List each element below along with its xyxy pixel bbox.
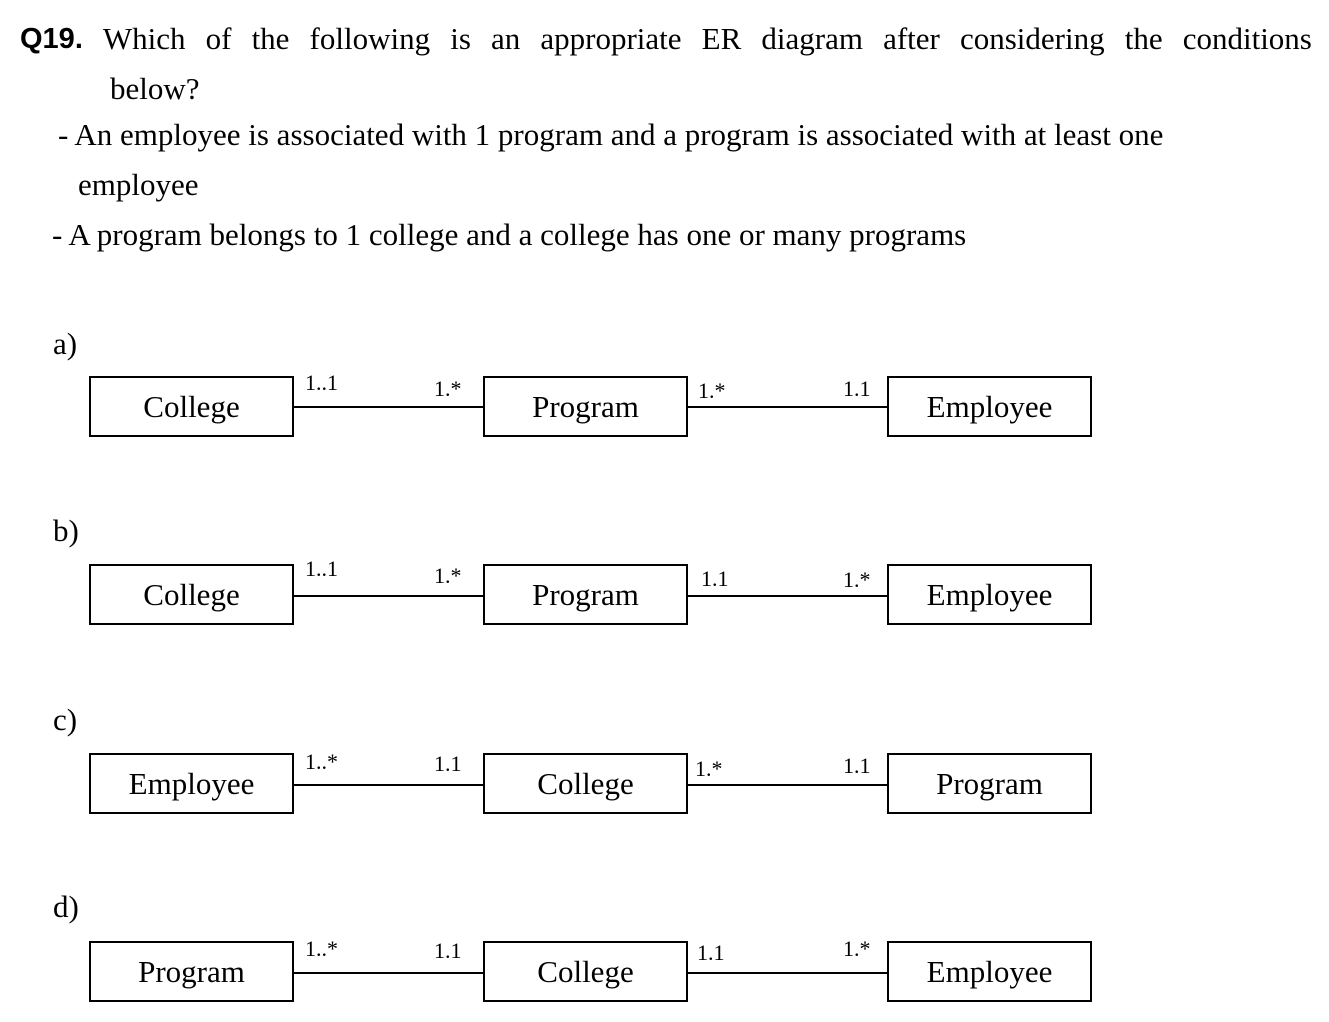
stem-word: the — [251, 21, 290, 56]
stem-word: ER — [701, 21, 742, 56]
option-c-entity-3: Program — [887, 753, 1092, 814]
condition-2: - A program belongs to 1 college and a college has one or many programs — [52, 217, 967, 252]
option-b-cardinality-2: 1.* — [434, 563, 462, 588]
question-first-line — [20, 14, 1312, 64]
option-d-cardinality-2: 1.1 — [434, 938, 462, 963]
question-block — [20, 14, 1312, 114]
option-c-cardinality-4: 1.1 — [843, 753, 871, 778]
stem-word: diagram — [761, 21, 863, 56]
option-a-entity-2: Program — [483, 376, 688, 437]
option-a-entity-1: College — [89, 376, 294, 437]
stem-word: of — [205, 21, 232, 56]
question-stem — [103, 14, 1312, 64]
option-b-relationship-1 — [293, 595, 483, 597]
option-b-entity-2: Program — [483, 564, 688, 625]
option-c-entity-2: College — [483, 753, 688, 814]
option-d-relationship-1 — [293, 972, 483, 974]
stem-word: the — [1124, 21, 1163, 56]
option-c-entity-1: Employee — [89, 753, 294, 814]
option-b-cardinality-1: 1..1 — [305, 556, 338, 581]
option-d-cardinality-1: 1..* — [305, 936, 338, 961]
option-b-cardinality-4: 1.* — [843, 567, 871, 592]
option-b-label[interactable]: b) — [53, 513, 79, 548]
option-c-cardinality-2: 1.1 — [434, 751, 462, 776]
option-c-cardinality-3: 1.* — [695, 756, 723, 781]
question-number: Q19. — [20, 23, 83, 55]
option-a-cardinality-4: 1.1 — [843, 376, 871, 401]
stem-word: Which — [102, 21, 186, 56]
option-a-cardinality-1: 1..1 — [305, 370, 338, 395]
stem-word: appropriate — [540, 21, 682, 56]
option-d-entity-1: Program — [89, 941, 294, 1002]
stem-word: an — [491, 21, 521, 56]
condition-1-line-2: employee — [78, 167, 199, 202]
option-d-entity-3: Employee — [887, 941, 1092, 1002]
option-d-relationship-2 — [687, 972, 887, 974]
option-a-label[interactable]: a) — [53, 326, 78, 361]
option-d-label[interactable]: d) — [53, 889, 79, 924]
stem-word: considering — [959, 21, 1105, 56]
condition-1-line-1: - An employee is associated with 1 program and a program is associated with at least one — [58, 117, 1164, 152]
option-d-entity-2: College — [483, 941, 688, 1002]
option-a-cardinality-3: 1.* — [698, 378, 726, 403]
option-b-relationship-2 — [687, 595, 887, 597]
stem-word: is — [450, 21, 471, 56]
option-b-cardinality-3: 1.1 — [701, 566, 729, 591]
option-c-relationship-1 — [293, 784, 483, 786]
option-c-relationship-2 — [687, 784, 887, 786]
option-b-entity-1: College — [89, 564, 294, 625]
question-stem-continuation: below? — [110, 71, 200, 106]
stem-word: after — [883, 21, 940, 56]
option-a-relationship-2 — [687, 406, 887, 408]
option-b-entity-3: Employee — [887, 564, 1092, 625]
option-a-cardinality-2: 1.* — [434, 376, 462, 401]
option-d-cardinality-4: 1.* — [843, 936, 871, 961]
option-c-cardinality-1: 1..* — [305, 749, 338, 774]
stem-word: conditions — [1182, 21, 1312, 56]
option-c-label[interactable]: c) — [53, 702, 78, 737]
option-a-entity-3: Employee — [887, 376, 1092, 437]
option-a-relationship-1 — [293, 406, 483, 408]
option-d-cardinality-3: 1.1 — [697, 940, 725, 965]
stem-word: following — [309, 21, 431, 56]
